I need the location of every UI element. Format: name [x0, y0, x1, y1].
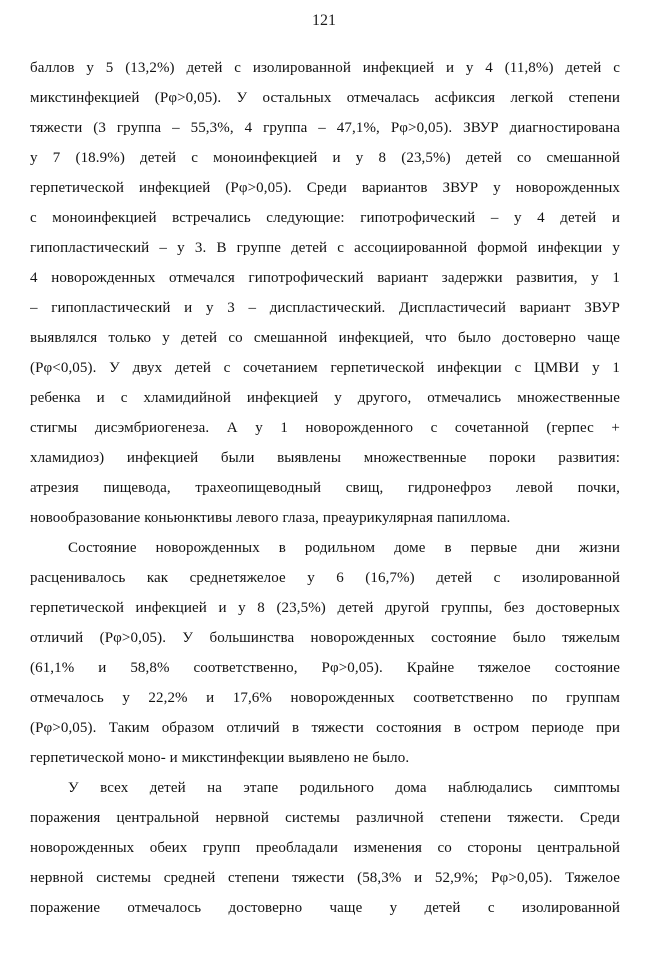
text-line: герпетической инфекцией (Рφ>0,05). Среди вариантов ЗВУР у новорожденных	[30, 180, 620, 196]
text-line: выявлялся только у детей со смешанной инфекцией, что было достоверно чаще	[30, 330, 620, 346]
text-line: новорожденных обеих групп преобладали изменения со стороны центральной	[30, 840, 620, 856]
text-line: поражения центральной нервной системы различной степени тяжести. Среди	[30, 810, 620, 826]
text-line: отмечалось у 22,2% и 17,6% новорожденных соответственно по группам	[30, 690, 620, 706]
text-line: расценивалось как среднетяжелое у 6 (16,7%) детей с изолированной	[30, 570, 620, 586]
paragraph-first-line: У всех детей на этапе родильного дома наблюдались симптомы	[68, 780, 620, 796]
text-line: микстинфекцией (Рφ>0,05). У остальных отмечалась асфиксия легкой степени	[30, 90, 620, 106]
text-line: новообразование коньюнктивы левого глаза, преаурикулярная папиллома.	[30, 510, 511, 526]
page-number: 121	[312, 12, 336, 29]
text-line: стигмы дисэмбриогенеза. А у 1 новорожденного с сочетанной (герпес +	[30, 420, 620, 436]
text-line: атрезия пищевода, трахеопищеводный свищ, гидронефроз левой почки,	[30, 480, 620, 496]
text-line: 4 новорожденных отмечался гипотрофический вариант задержки развития, у 1	[30, 270, 620, 286]
text-line: ребенка и с хламидийной инфекцией у другого, отмечались множественные	[30, 390, 620, 406]
text-line: нервной системы средней степени тяжести (58,3% и 52,9%; Рφ>0,05). Тяжелое	[30, 870, 620, 886]
text-line: тяжести (3 группа – 55,3%, 4 группа – 47,1%, Рφ>0,05). ЗВУР диагностирована	[30, 120, 620, 136]
text-line: поражение отмечалось достоверно чаще у детей с изолированной	[30, 900, 620, 916]
text-line: герпетической моно- и микстинфекции выявлено не было.	[30, 750, 410, 766]
text-line: гипопластический – у 3. В группе детей с ассоциированной формой инфекции у	[30, 240, 620, 256]
text-line: баллов у 5 (13,2%) детей с изолированной инфекцией и у 4 (11,8%) детей с	[30, 60, 620, 76]
text-line: – гипопластический и у 3 – диспластический. Диспластичесий вариант ЗВУР	[30, 300, 620, 316]
paragraph-first-line: Состояние новорожденных в родильном доме в первые дни жизни	[68, 540, 620, 556]
text-line: у 7 (18.9%) детей с моноинфекцией и у 8 (23,5%) детей со смешанной	[30, 150, 620, 166]
text-line: с моноинфекцией встречались следующие: гипотрофический – у 4 детей и	[30, 210, 620, 226]
text-line: герпетической инфекцией и у 8 (23,5%) детей другой группы, без достоверных	[30, 600, 620, 616]
text-line: (Рφ<0,05). У двух детей с сочетанием герпетической инфекции с ЦМВИ у 1	[30, 360, 620, 376]
text-line: (Рφ>0,05). Таким образом отличий в тяжести состояния в остром периоде при	[30, 720, 620, 736]
text-line: (61,1% и 58,8% соответственно, Рφ>0,05). Крайне тяжелое состояние	[30, 660, 620, 676]
text-line: отличий (Рφ>0,05). У большинства новорожденных состояние было тяжелым	[30, 630, 620, 646]
body-text	[30, 56, 620, 926]
text-line: хламидиоз) инфекцией были выявлены множественные пороки развития:	[30, 450, 620, 466]
